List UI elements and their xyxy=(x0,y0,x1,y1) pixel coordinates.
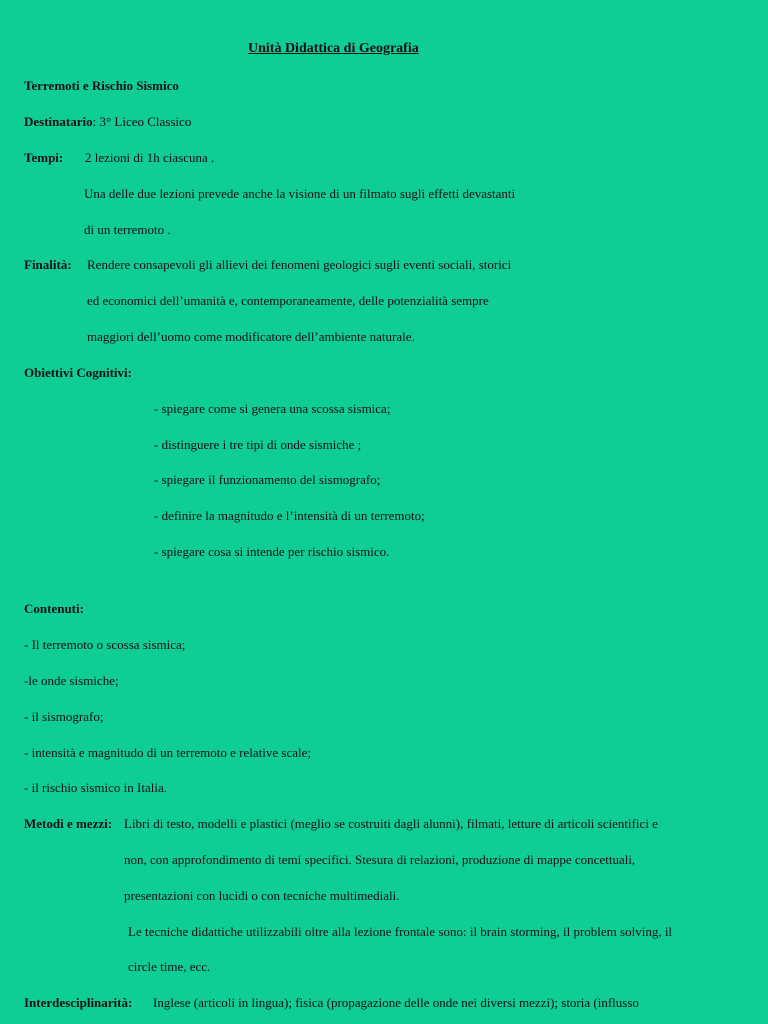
metodi-line: circle time, ecc. xyxy=(128,959,211,974)
finalita-line: maggiori dell’uomo come modificatore dell’ambiente naturale. xyxy=(87,329,415,344)
metodi-line: presentazioni con lucidi o con tecniche multimediali. xyxy=(124,888,400,903)
finalita-label: Finalità: xyxy=(24,257,72,272)
obiettivi-item: - spiegare il funzionamento del sismografo; xyxy=(154,472,381,487)
destinatario-label: Destinatario xyxy=(24,114,93,129)
obiettivi-item: - spiegare come si genera una scossa sismica; xyxy=(154,401,391,416)
tempi-label: Tempi: xyxy=(24,150,64,165)
destinatario-value: : 3° Liceo Classico xyxy=(92,114,192,129)
metodi-line: Le tecniche didattiche utilizzabili oltre alla lezione frontale sono: il brain storming, il problem solving, il xyxy=(128,924,673,939)
contenuti-item: - il rischio sismico in Italia. xyxy=(24,780,167,795)
tempi-value: 2 lezioni di 1h ciascuna . xyxy=(85,150,215,165)
metodi-label: Metodi e mezzi: xyxy=(24,816,113,831)
metodi-value: Libri di testo, modelli e plastici (meglio se costruiti dagli alunni), filmati, letture di articoli scientifici e xyxy=(124,816,658,831)
finalita-line: ed economici dell’umanità e, contemporaneamente, delle potenzialità sempre xyxy=(87,293,489,308)
contenuti-item: - Il terremoto o scossa sismica; xyxy=(24,637,186,652)
interdisciplinarita-label: Interdesciplinarità: xyxy=(24,995,133,1010)
obiettivi-item: - definire la magnitudo e l’intensità di un terremoto; xyxy=(154,508,425,523)
obiettivi-label: Obiettivi Cognitivi: xyxy=(24,365,132,380)
tempi-line: Una delle due lezioni prevede anche la visione di un filmato sugli effetti devastanti xyxy=(84,186,516,201)
contenuti-item: -le onde sismiche; xyxy=(24,673,119,688)
contenuti-label: Contenuti: xyxy=(24,601,84,616)
document-title: Unità Didattica di Geografia xyxy=(248,41,419,56)
contenuti-item: - intensità e magnitudo di un terremoto e relative scale; xyxy=(24,745,311,760)
interdisciplinarita-value: Inglese (articoli in lingua); fisica (propagazione delle onde nei diversi mezzi); storia (influsso xyxy=(153,995,639,1010)
tempi-line: di un terremoto . xyxy=(84,222,171,237)
finalita-value: Rendere consapevoli gli allievi dei fenomeni geologici sugli eventi sociali, storici xyxy=(87,257,512,272)
destinatario-row xyxy=(24,113,191,131)
document-subtitle: Terremoti e Rischio Sismico xyxy=(24,78,179,93)
obiettivi-item: - distinguere i tre tipi di onde sismiche ; xyxy=(154,437,362,452)
obiettivi-item: - spiegare cosa si intende per rischio sismico. xyxy=(154,544,390,559)
contenuti-item: - il sismografo; xyxy=(24,709,104,724)
metodi-line: non, con approfondimento di temi specifici. Stesura di relazioni, produzione di mappe concettuali, xyxy=(124,852,636,867)
